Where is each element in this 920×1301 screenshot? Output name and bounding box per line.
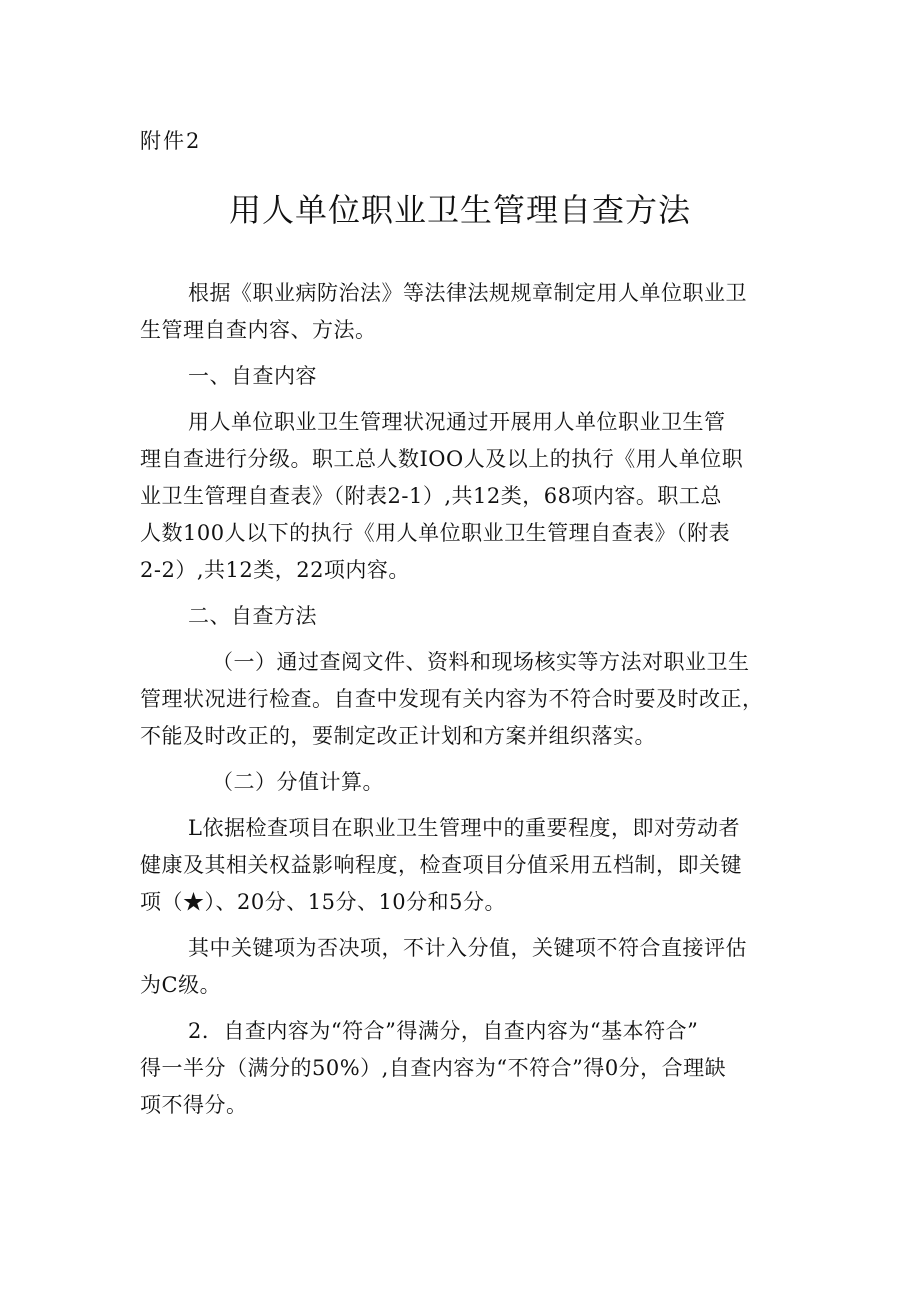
- paragraph-score-rule-2: [140, 1013, 785, 1124]
- text-line: 2-2）,共12类，22项内容。: [140, 558, 410, 582]
- text-line: L依据检查项目在职业卫生管理中的重要程度，即对劳动者: [188, 816, 740, 840]
- paragraph-score-rule-1: [140, 810, 785, 921]
- page-title: 用人单位职业卫生管理自查方法: [228, 191, 691, 229]
- section-heading-content: [140, 358, 785, 395]
- text-line: 生管理自查内容、方法。: [140, 318, 377, 342]
- section-heading-method: [140, 598, 785, 635]
- text-line: 业卫生管理自查表》（附表2-1）,共12类，68项内容。职工总: [140, 484, 722, 508]
- paragraph-key-items: [140, 930, 785, 1004]
- attachment-label: 附件2: [140, 129, 202, 153]
- text-line: （一）通过查阅文件、资料和现场核实等方法对职业卫生: [212, 650, 750, 674]
- text-line: 健康及其相关权益影响程度，检查项目分值采用五档制，即关键: [140, 853, 742, 877]
- text-line: 其中关键项为否决项，不计入分值，关键项不符合直接评估: [188, 936, 747, 960]
- text-line: 理自查进行分级。职工总人数IOO人及以上的执行《用人单位职: [140, 447, 744, 471]
- text-line: 项（★）、20分、15分、10分和5分。: [140, 890, 507, 914]
- text-line: 不能及时改正的，要制定改正计划和方案并组织落实。: [140, 724, 656, 748]
- text-line: 根据《职业病防治法》等法律法规规章制定用人单位职业卫: [188, 281, 747, 305]
- paragraph-intro: [140, 275, 785, 349]
- text-line: 人数100人以下的执行《用人单位职业卫生管理自查表》（附表: [140, 521, 731, 545]
- paragraph-method-2-heading: [140, 764, 785, 801]
- paragraph-method-1: [140, 644, 785, 755]
- text-line: 管理状况进行检查。自查中发现有关内容为不符合时要及时改正，: [140, 687, 764, 711]
- document-body: [140, 275, 785, 1133]
- text-line: （二）分值计算。: [212, 770, 384, 794]
- text-line: 项不得分。: [140, 1093, 248, 1117]
- text-line: 2．自查内容为“符合”得满分，自查内容为“基本符合”: [188, 1019, 699, 1043]
- paragraph-content-description: [140, 404, 785, 589]
- text-line: 为C级。: [140, 973, 222, 997]
- text-line: 一、自查内容: [188, 364, 317, 388]
- text-line: 用人单位职业卫生管理状况通过开展用人单位职业卫生管: [188, 410, 726, 434]
- text-line: 二、自查方法: [188, 604, 317, 628]
- text-line: 得一半分（满分的50%）,自查内容为“不符合”得0分，合理缺: [140, 1056, 727, 1080]
